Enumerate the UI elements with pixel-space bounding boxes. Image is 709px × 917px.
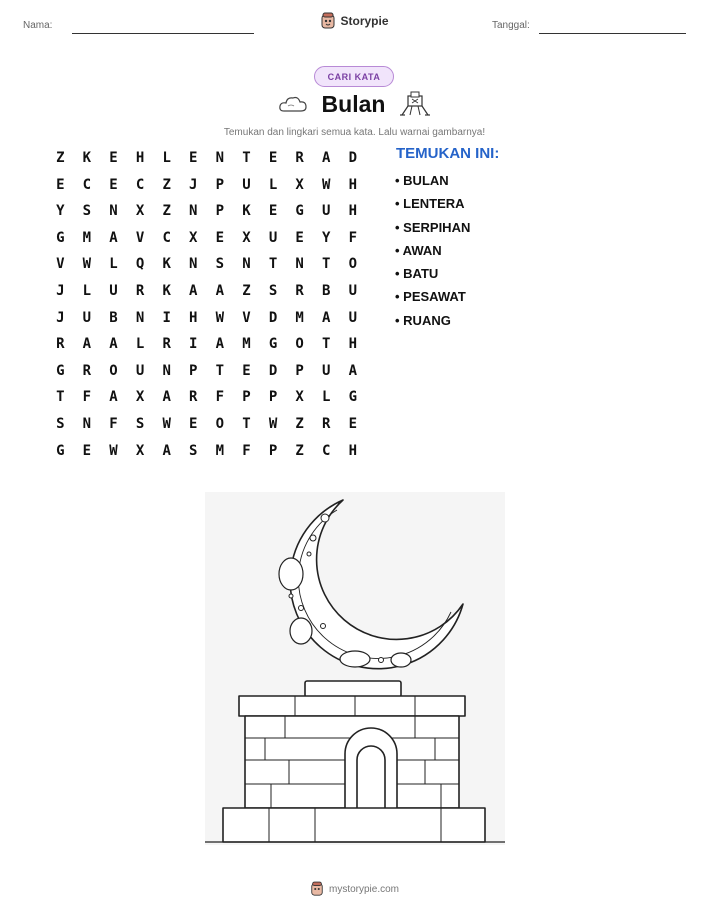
grid-letter[interactable]: V [135,229,145,246]
grid-letter[interactable]: X [242,229,251,246]
grid-letter[interactable]: N [109,203,118,220]
grid-letter[interactable]: A [348,362,358,379]
grid-letter[interactable]: E [268,203,278,220]
grid-letter[interactable]: M [82,229,92,246]
grid-letter[interactable]: N [215,150,225,166]
grid-letter[interactable]: J [56,282,65,299]
grid-letter[interactable]: Z [295,442,304,459]
grid-letter[interactable]: F [348,229,358,246]
word-item: • PESAWAT [395,289,466,305]
grid-letter[interactable]: P [268,442,278,459]
grid-letter[interactable]: N [162,362,171,379]
grid-letter[interactable]: A [215,282,225,299]
grid-letter[interactable]: E [56,176,65,193]
grid-letter[interactable]: W [322,176,331,193]
grid-letter[interactable]: B [322,282,331,299]
grid-letter[interactable]: B [109,309,118,326]
cloud-icon [278,93,308,115]
grid-row [47,254,366,281]
grid-letter[interactable]: X [135,442,145,459]
grid-letter[interactable]: H [348,442,358,459]
grid-letter[interactable]: A [82,336,92,353]
grid-letter[interactable]: I [189,336,198,353]
grid-letter[interactable]: O [295,336,304,353]
grid-letter[interactable]: U [322,203,331,220]
grid-letter[interactable]: M [242,336,251,353]
grid-letter[interactable]: S [135,415,145,432]
grid-letter[interactable]: S [189,442,198,459]
grid-letter[interactable]: F [242,442,251,459]
word-search-grid [47,148,366,467]
word-item: • LENTERA [395,196,465,212]
grid-letter[interactable]: P [189,362,198,379]
grid-letter[interactable]: T [322,336,331,353]
grid-letter[interactable]: O [348,256,358,273]
grid-letter[interactable]: A [322,150,331,166]
lunar-lander-icon [399,90,431,118]
grid-letter[interactable]: V [56,256,65,273]
grid-letter[interactable]: G [348,389,358,406]
grid-row [47,201,366,228]
grid-letter[interactable]: U [348,282,358,299]
grid-letter[interactable]: P [215,176,225,193]
grid-letter[interactable]: R [322,415,331,432]
grid-letter[interactable]: H [348,336,358,353]
grid-row [47,441,366,468]
grid-letter[interactable]: P [242,389,251,406]
grid-letter[interactable]: W [215,309,225,326]
grid-letter[interactable]: S [82,203,92,220]
grid-letter[interactable]: D [268,309,278,326]
grid-letter[interactable]: S [268,282,278,299]
grid-letter[interactable]: L [162,150,171,166]
grid-letter[interactable]: U [109,282,118,299]
grid-letter[interactable]: R [189,389,198,406]
grid-letter[interactable]: E [295,229,304,246]
grid-letter[interactable]: U [135,362,145,379]
storypie-mascot-icon [320,12,336,30]
grid-letter[interactable]: K [162,282,171,299]
grid-row [47,334,366,361]
grid-letter[interactable]: P [268,389,278,406]
grid-letter[interactable]: W [268,415,278,432]
grid-letter[interactable]: U [82,309,92,326]
grid-letter[interactable]: E [109,150,118,166]
grid-letter[interactable]: J [56,309,65,326]
grid-letter[interactable]: X [135,203,145,220]
grid-letter[interactable]: J [189,176,198,193]
grid-letter[interactable]: A [322,309,331,326]
word-item: • AWAN [395,242,442,258]
grid-letter[interactable]: E [82,442,92,459]
grid-row [47,387,366,414]
grid-letter[interactable]: U [348,309,358,326]
grid-letter[interactable]: X [135,389,145,406]
grid-letter[interactable]: C [322,442,331,459]
grid-letter[interactable]: F [109,415,118,432]
grid-letter[interactable]: P [295,362,304,379]
word-item: • BULAN [395,173,449,188]
name-line[interactable] [72,33,254,34]
grid-letter[interactable]: G [56,362,65,379]
grid-letter[interactable]: T [242,415,251,432]
grid-letter[interactable]: I [162,309,171,326]
grid-letter[interactable]: N [82,415,92,432]
grid-letter[interactable]: M [295,309,304,326]
grid-letter[interactable]: Z [242,282,251,299]
grid-letter[interactable]: R [135,282,145,299]
grid-row [47,228,366,255]
grid-letter[interactable]: D [268,362,278,379]
grid-letter[interactable]: H [135,150,145,166]
date-line[interactable] [539,33,686,34]
brand-name: Storypie [340,14,389,28]
grid-letter[interactable]: E [189,150,198,166]
grid-row [47,361,366,388]
grid-letter[interactable]: T [322,256,331,273]
grid-letter[interactable]: X [295,389,304,406]
grid-letter[interactable]: Z [56,150,65,166]
grid-letter[interactable]: N [189,203,198,220]
grid-letter[interactable]: O [215,415,225,432]
grid-letter[interactable]: W [82,256,92,273]
grid-letter[interactable]: G [295,203,304,220]
grid-letter[interactable]: E [268,150,278,166]
grid-letter[interactable]: G [268,336,278,353]
grid-letter[interactable]: A [189,282,198,299]
moon-pedestal-coloring-image [205,492,505,845]
grid-letter[interactable]: T [242,150,251,166]
grid-letter[interactable]: Z [162,176,171,193]
grid-letter[interactable]: Z [162,203,171,220]
grid-letter[interactable]: Y [322,229,331,246]
grid-letter[interactable]: L [135,336,145,353]
grid-letter[interactable]: C [135,176,145,193]
word-item: • BATU [395,266,439,282]
grid-letter[interactable]: X [295,176,304,193]
category-badge: CARI KATA [314,66,394,87]
grid-letter[interactable]: Z [295,415,304,432]
word-item: • SERPIHAN [395,219,471,235]
grid-row [47,414,366,441]
grid-letter[interactable]: U [242,176,251,193]
grid-letter[interactable]: F [82,389,92,406]
grid-letter[interactable]: A [215,336,225,353]
grid-letter[interactable]: W [109,442,118,459]
grid-letter[interactable]: R [82,362,92,379]
word-list-title: TEMUKAN INI: [396,145,500,162]
grid-letter[interactable]: W [162,415,171,432]
grid-letter[interactable]: N [135,309,145,326]
grid-letter[interactable]: L [268,176,278,193]
grid-letter[interactable]: G [56,442,65,459]
brand-header [0,12,709,30]
grid-row [47,308,366,335]
grid-letter[interactable]: L [82,282,92,299]
footer-url[interactable]: mystorypie.com [328,883,399,895]
grid-letter[interactable]: F [215,389,225,406]
name-label: Nama: [23,20,53,31]
grid-letter[interactable]: Y [56,203,65,220]
grid-row [47,175,366,202]
grid-letter[interactable]: L [322,389,331,406]
grid-letter[interactable]: M [215,442,225,459]
grid-letter[interactable]: E [215,229,225,246]
word-list [395,172,470,335]
word-item: • RUANG [395,312,451,328]
grid-letter[interactable]: X [189,229,198,246]
grid-letter[interactable]: P [215,203,225,220]
grid-letter[interactable]: K [82,150,92,166]
grid-letter[interactable]: A [109,389,118,406]
grid-letter[interactable]: L [109,256,118,273]
grid-letter[interactable]: A [109,336,118,353]
grid-letter[interactable]: A [109,229,118,246]
grid-letter[interactable]: R [295,282,304,299]
grid-letter[interactable]: R [56,336,65,353]
storypie-mascot-icon [310,881,324,897]
grid-letter[interactable]: H [348,203,358,220]
grid-letter[interactable]: T [268,256,278,273]
grid-letter[interactable]: R [162,336,171,353]
grid-letter[interactable]: S [56,415,65,432]
grid-letter[interactable]: C [82,176,92,193]
grid-letter[interactable]: T [215,362,225,379]
grid-letter[interactable]: A [162,389,171,406]
grid-letter[interactable]: S [215,256,225,273]
grid-letter[interactable]: E [348,415,358,432]
grid-letter[interactable]: V [242,309,251,326]
footer [0,881,709,897]
grid-letter[interactable]: Q [135,256,145,273]
grid-letter[interactable]: H [189,309,198,326]
grid-letter[interactable]: K [162,256,171,273]
title-row [0,90,709,118]
grid-letter[interactable]: A [162,442,171,459]
grid-letter[interactable]: U [322,362,331,379]
instructions: Temukan dan lingkari semua kata. Lalu warnai gambarnya! [223,127,486,138]
grid-letter[interactable]: E [109,176,118,193]
grid-letter[interactable]: K [242,203,251,220]
grid-letter[interactable]: E [242,362,251,379]
date-label: Tanggal: [492,20,530,31]
page-title: Bulan [321,90,386,117]
grid-letter[interactable]: O [109,362,118,379]
grid-letter[interactable]: R [295,150,304,166]
grid-letter[interactable]: C [162,229,171,246]
grid-letter[interactable]: N [242,256,251,273]
grid-row [47,281,366,308]
grid-letter[interactable]: H [348,176,358,193]
grid-letter[interactable]: G [56,229,65,246]
grid-letter[interactable]: U [268,229,278,246]
grid-letter[interactable]: D [348,150,358,166]
grid-row [47,148,366,175]
grid-letter[interactable]: E [189,415,198,432]
grid-letter[interactable]: N [295,256,304,273]
grid-letter[interactable]: N [189,256,198,273]
grid-letter[interactable]: T [56,389,65,406]
